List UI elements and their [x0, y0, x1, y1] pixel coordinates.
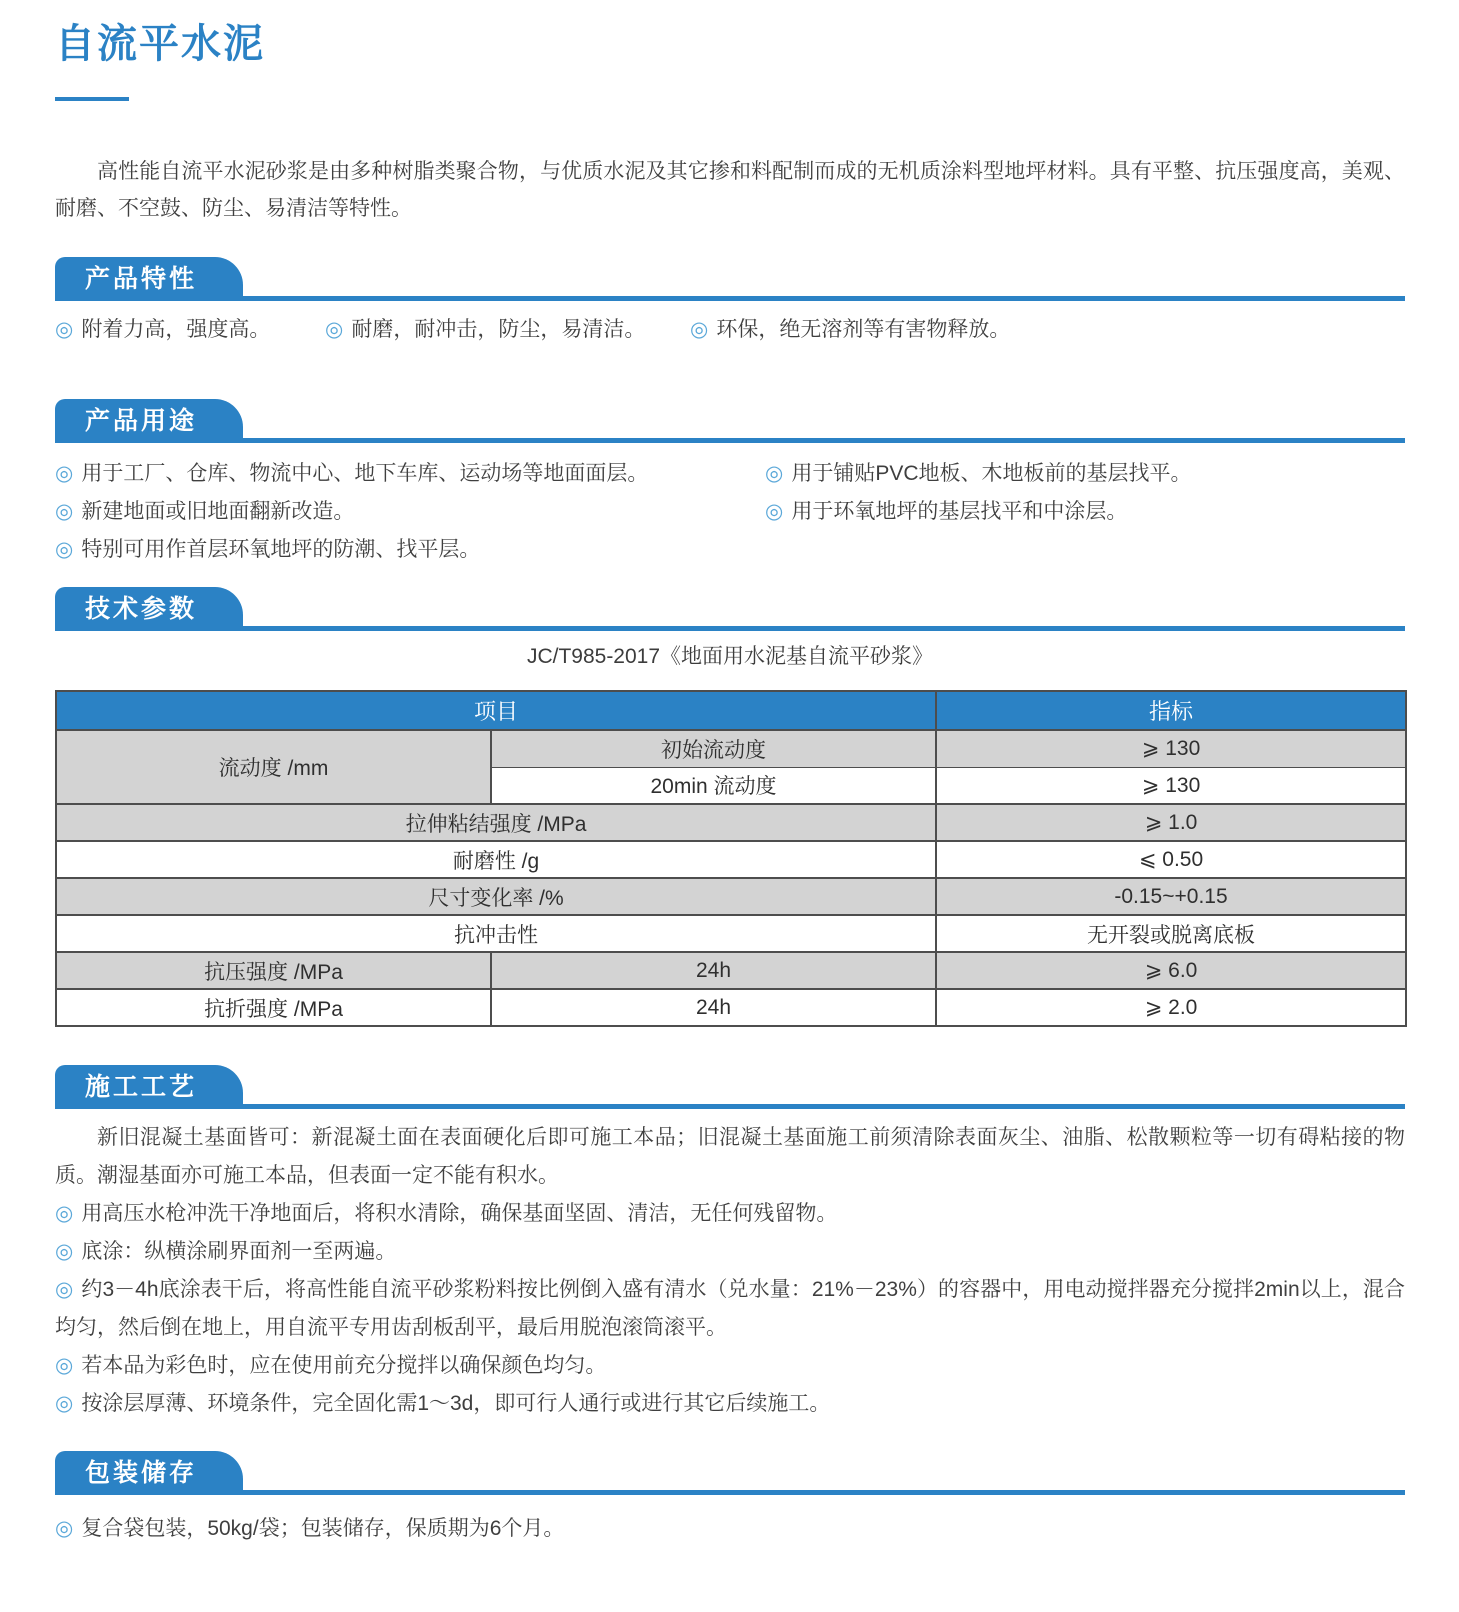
row-value: ⩾ 130 [936, 730, 1406, 767]
spec-table [55, 690, 1407, 1027]
list-item-text: 按涂层厚薄、环境条件，完全固化需1～3d，即可行人通行或进行其它后续施工。 [81, 1392, 831, 1415]
ring-bullet-icon: ◎ [55, 1354, 74, 1377]
list-item [325, 311, 690, 349]
row-sub-label: 24h [491, 989, 936, 1026]
intro-paragraph: 高性能自流平水泥砂浆是由多种树脂类聚合物，与优质水泥及其它掺和料配制而成的无机质涂料型地坪材料。具有平整、抗压强度高，美观、耐磨、不空鼓、防尘、易清洁等特性。 [55, 160, 1405, 220]
uses-list [55, 455, 1405, 569]
table-row [56, 952, 1406, 989]
list-item [765, 455, 1405, 493]
packaging-section-badge: 包装储存 [55, 1451, 243, 1495]
row-label: 尺寸变化率 /% [56, 878, 936, 915]
list-item-text: 附着力高，强度高。 [81, 318, 271, 341]
ring-bullet-icon: ◎ [55, 1202, 74, 1225]
row-value: ⩾ 1.0 [936, 804, 1406, 841]
list-item [690, 311, 1010, 349]
row-group-label: 流动度 /mm [56, 730, 491, 804]
row-value: ⩾ 6.0 [936, 952, 1406, 989]
list-item-text: 耐磨，耐冲击，防尘，易清洁。 [351, 318, 646, 341]
list-item-text: 环保，绝无溶剂等有害物释放。 [716, 318, 1011, 341]
section-rule [55, 626, 1405, 631]
section-header-process [55, 1065, 1405, 1109]
ring-bullet-icon: ◎ [765, 462, 784, 485]
table-header-row [56, 691, 1406, 730]
list-item [55, 531, 765, 569]
process-paragraph: 新旧混凝土基面皆可：新混凝土面在表面硬化后即可施工本品；旧混凝土基面施工前须清除表面灰尘、油脂、松散颗粒等一切有碍粘接的物质。潮湿基面亦可施工本品，但表面一定不能有积水。 [55, 1126, 1405, 1187]
ring-bullet-icon: ◎ [55, 538, 74, 561]
table-row [56, 989, 1406, 1026]
row-value: ⩾ 130 [936, 767, 1406, 804]
uses-section-badge: 产品用途 [55, 399, 243, 443]
section-rule [55, 1490, 1405, 1495]
ring-bullet-icon: ◎ [55, 1392, 74, 1415]
list-item [55, 1385, 1405, 1423]
title-underline [55, 97, 129, 101]
list-item-text: 特别可用作首层环氧地坪的防潮、找平层。 [81, 538, 481, 561]
row-value: ⩽ 0.50 [936, 841, 1406, 878]
list-item-text: 约3－4h底涂表干后，将高性能自流平砂浆粉料按比例倒入盛有清水（兑水量：21%－23%）的容器中，用电动搅拌器充分搅拌2min以上，混合均匀，然后倒在地上，用自流平专用齿刮板刮平，最后用脱泡滚筒滚平。 [55, 1278, 1405, 1339]
ring-bullet-icon: ◎ [55, 1517, 74, 1540]
section-rule [55, 296, 1405, 301]
section-rule [55, 438, 1405, 443]
list-item [55, 1271, 1405, 1347]
page-title: 自流平水泥 [55, 22, 265, 66]
list-item [55, 1233, 1405, 1271]
row-label: 耐磨性 /g [56, 841, 936, 878]
list-item [55, 1347, 1405, 1385]
list-item-text: 若本品为彩色时，应在使用前充分搅拌以确保颜色均匀。 [81, 1354, 607, 1377]
ring-bullet-icon: ◎ [55, 500, 74, 523]
table-row [56, 730, 1406, 767]
row-value: -0.15~+0.15 [936, 878, 1406, 915]
list-item-text: 用于环氧地坪的基层找平和中涂层。 [791, 500, 1128, 523]
ring-bullet-icon: ◎ [55, 318, 74, 341]
row-value: ⩾ 2.0 [936, 989, 1406, 1026]
list-item [55, 1510, 1405, 1548]
column-header-index: 指标 [936, 691, 1406, 730]
list-item-text: 复合袋包装，50kg/袋；包装储存，保质期为6个月。 [81, 1517, 565, 1540]
spec-table-caption: JC/T985-2017《地面用水泥基自流平砂浆》 [526, 645, 934, 668]
row-sub-label: 初始流动度 [491, 730, 936, 767]
column-header-item: 项目 [56, 691, 936, 730]
section-header-features [55, 257, 1405, 301]
list-item-text: 用于铺贴PVC地板、木地板前的基层找平。 [791, 462, 1192, 485]
section-header-packaging [55, 1451, 1405, 1495]
list-item-text: 底涂：纵横涂刷界面剂一至两遍。 [81, 1240, 397, 1263]
row-label: 抗压强度 /MPa [56, 952, 491, 989]
section-header-uses [55, 399, 1405, 443]
row-sub-label: 20min 流动度 [491, 767, 936, 804]
list-item [55, 1195, 1405, 1233]
list-item-text: 用高压水枪冲洗干净地面后，将积水清除，确保基面坚固、清洁，无任何残留物。 [81, 1202, 838, 1225]
list-item [55, 311, 325, 349]
table-row [56, 841, 1406, 878]
features-list [55, 311, 1405, 349]
product-datasheet [0, 12, 1459, 1548]
ring-bullet-icon: ◎ [325, 318, 344, 341]
section-header-specs [55, 587, 1405, 631]
list-item-text: 新建地面或旧地面翻新改造。 [81, 500, 355, 523]
table-row [56, 804, 1406, 841]
list-item [765, 493, 1405, 531]
specs-section-badge: 技术参数 [55, 587, 243, 631]
section-rule [55, 1104, 1405, 1109]
table-row [56, 878, 1406, 915]
ring-bullet-icon: ◎ [765, 500, 784, 523]
ring-bullet-icon: ◎ [55, 1278, 74, 1301]
row-label: 抗折强度 /MPa [56, 989, 491, 1026]
row-label: 抗冲击性 [56, 915, 936, 952]
row-sub-label: 24h [491, 952, 936, 989]
list-item [55, 493, 765, 531]
process-content [55, 1119, 1405, 1423]
table-row [56, 915, 1406, 952]
ring-bullet-icon: ◎ [55, 1240, 74, 1263]
process-section-badge: 施工工艺 [55, 1065, 243, 1109]
ring-bullet-icon: ◎ [55, 462, 74, 485]
list-item-text: 用于工厂、仓库、物流中心、地下车库、运动场等地面面层。 [81, 462, 649, 485]
list-item [55, 455, 765, 493]
features-section-badge: 产品特性 [55, 257, 243, 301]
row-label: 拉伸粘结强度 /MPa [56, 804, 936, 841]
row-value: 无开裂或脱离底板 [936, 915, 1406, 952]
ring-bullet-icon: ◎ [690, 318, 709, 341]
spacer [765, 531, 1405, 569]
